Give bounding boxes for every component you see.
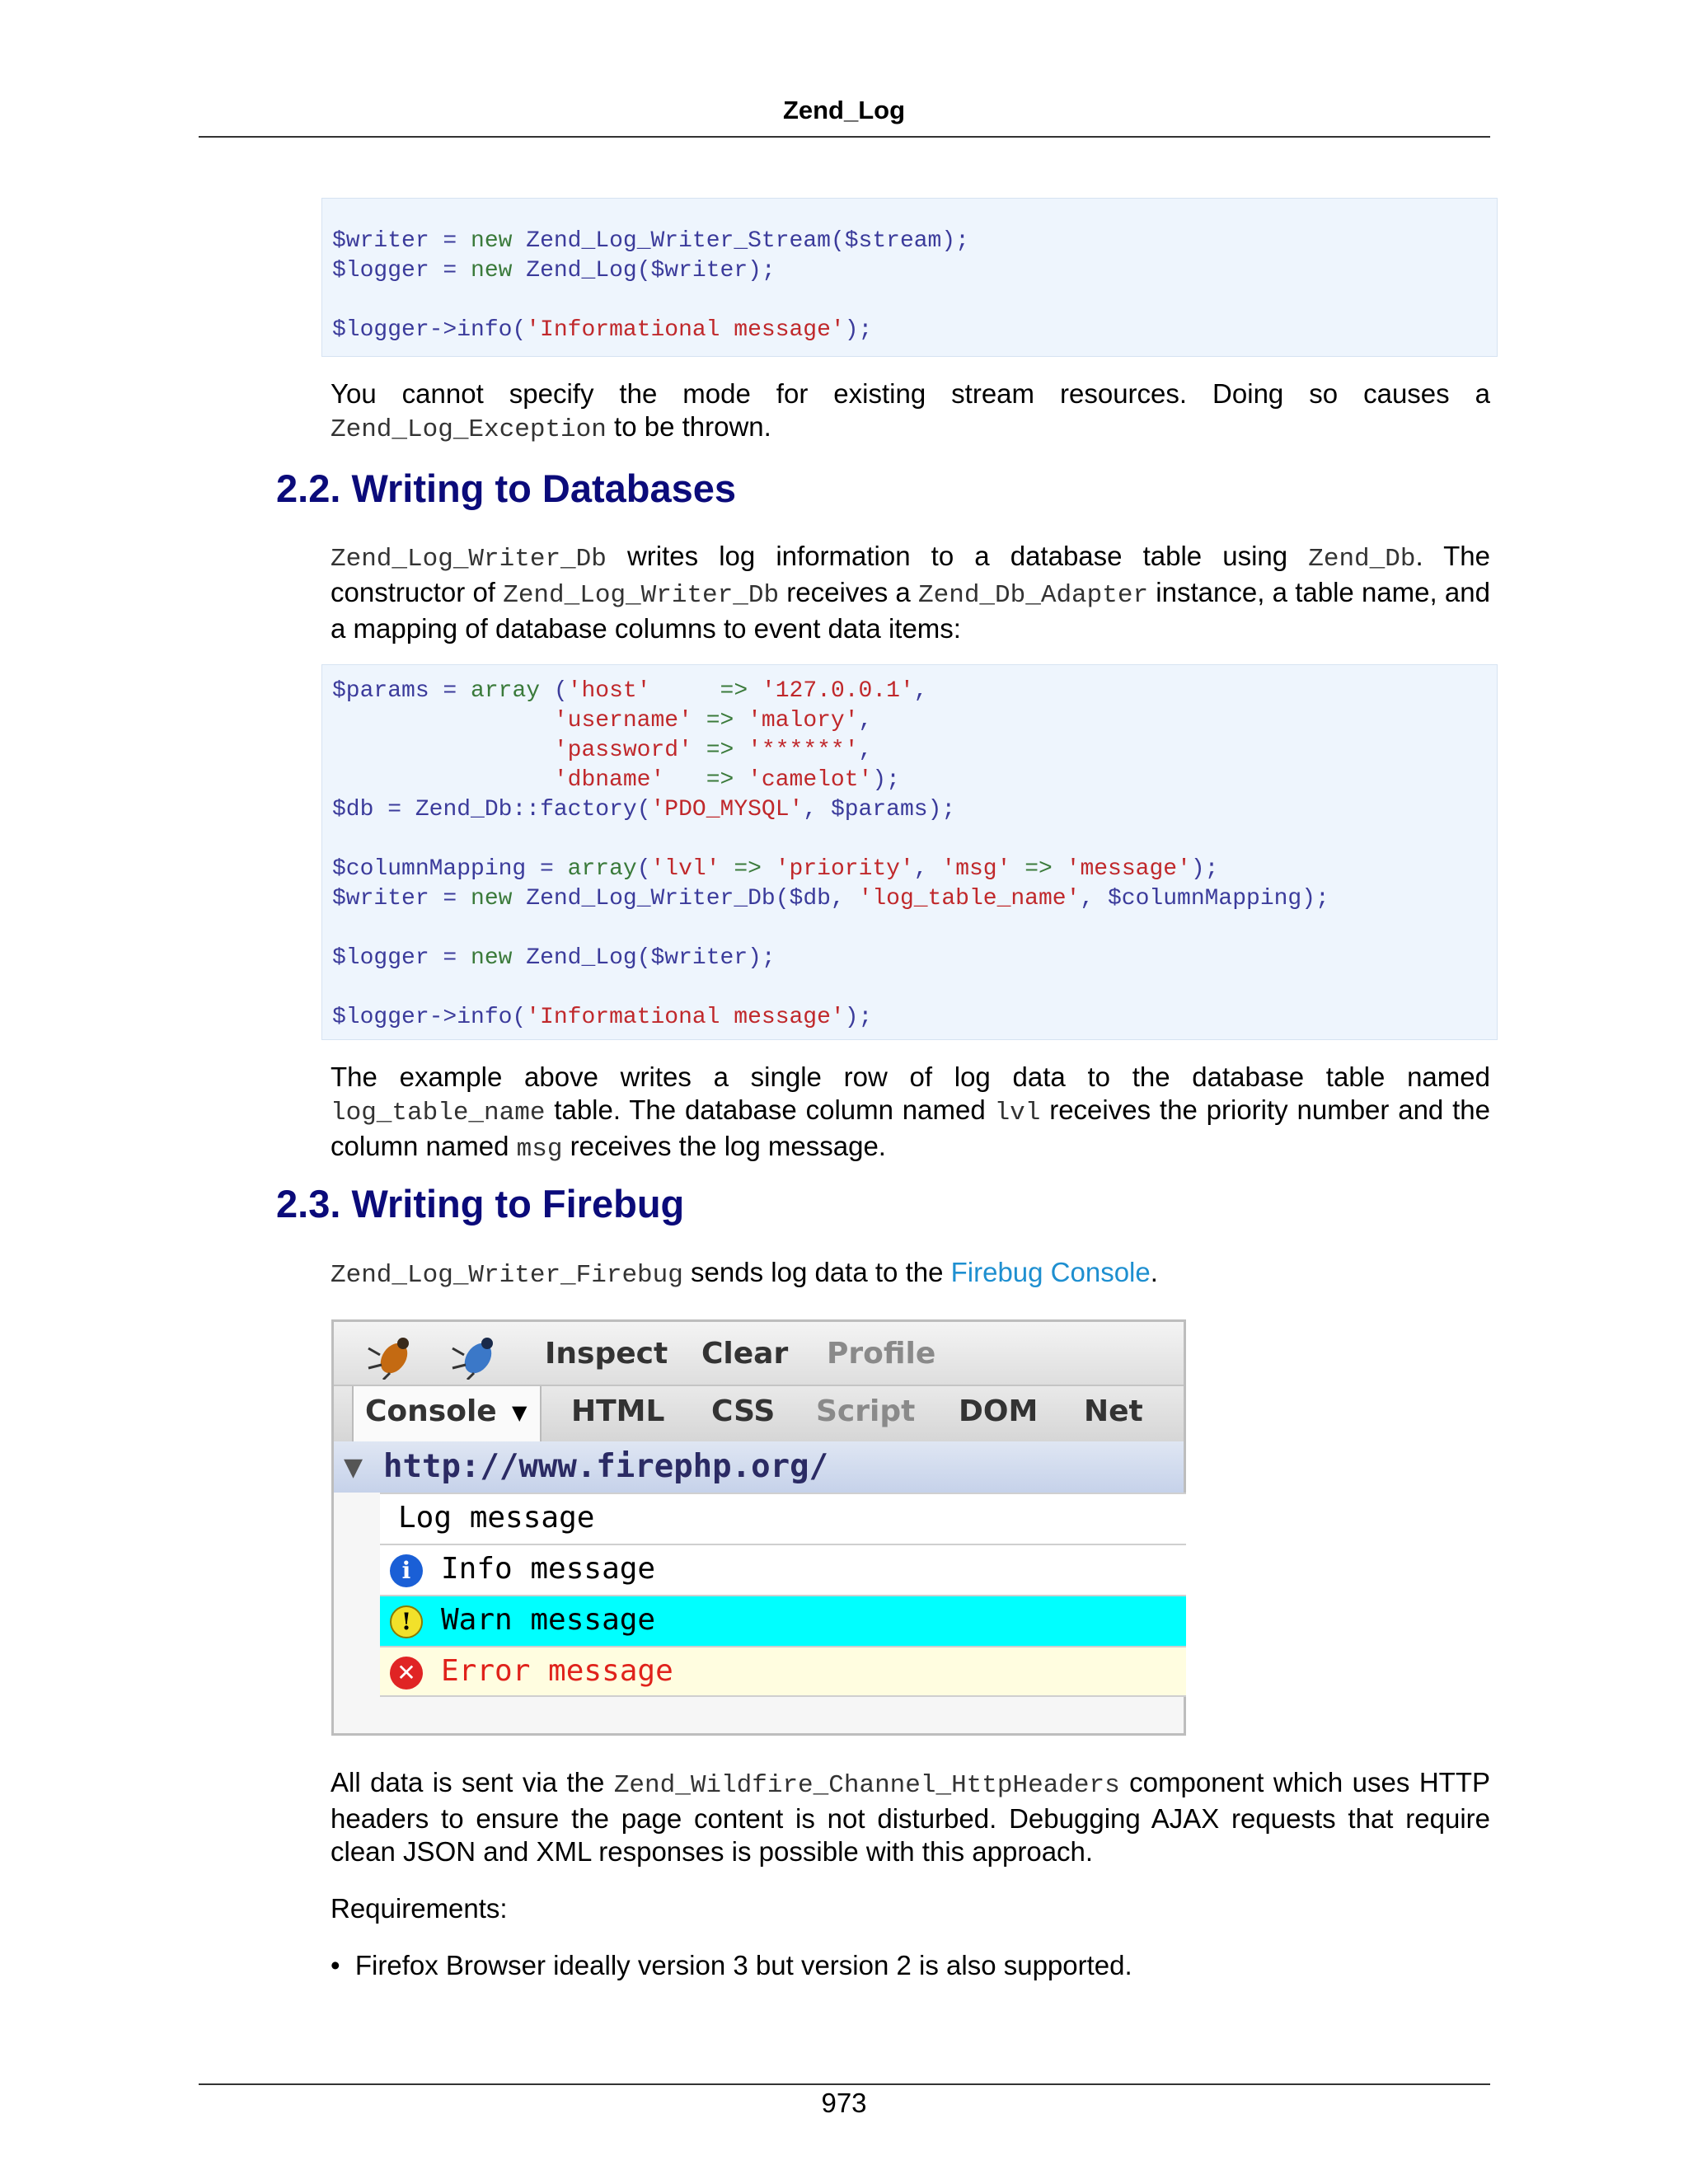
code-token	[734, 767, 748, 793]
code-token: =	[429, 945, 471, 971]
text: table. The database column named	[545, 1094, 995, 1125]
code-token: =	[429, 258, 471, 284]
code-token: =>	[706, 738, 734, 763]
code-token: $writer	[332, 228, 429, 254]
header-rule	[199, 136, 1490, 138]
error-icon: ✕	[390, 1657, 423, 1690]
firebug-bug-icon	[365, 1330, 423, 1380]
group-url: http://www.firephp.org/	[383, 1448, 829, 1485]
code-token: , $columnMapping);	[1080, 886, 1329, 912]
section-heading-firebug: 2.3. Writing to Firebug	[276, 1182, 685, 1226]
firebug-tabs	[334, 1385, 1184, 1443]
code-line	[332, 736, 1487, 766]
warn-message: Warn message	[441, 1603, 656, 1637]
code-token	[332, 738, 554, 763]
paragraph-db-example	[331, 1061, 1490, 1166]
text: receives the log message.	[562, 1131, 886, 1161]
error-row	[380, 1646, 1186, 1697]
profile-button[interactable]: Profile	[827, 1337, 936, 1371]
code-token	[664, 767, 706, 793]
code-line	[332, 944, 1487, 973]
code-token: 'malory'	[748, 708, 859, 733]
header-title: Zend_Log	[782, 96, 906, 124]
tab-net[interactable]: Net	[1084, 1394, 1143, 1428]
firebug-console-screenshot	[331, 1319, 1186, 1736]
code-token	[332, 708, 554, 733]
code-token: =	[429, 678, 471, 704]
code-inline: Zend_Log_Writer_Firebug	[331, 1261, 683, 1290]
code-token: ,	[858, 738, 873, 763]
code-token: new	[471, 258, 513, 284]
code-token: 'password'	[553, 738, 692, 763]
url-group-row[interactable]	[334, 1441, 1184, 1493]
code-token: ,	[913, 678, 928, 704]
dropdown-triangle-icon: ▼	[512, 1401, 528, 1424]
code-token: =>	[1025, 856, 1053, 882]
code-token	[762, 856, 776, 882]
code-line	[332, 884, 1487, 914]
code-line	[332, 227, 1487, 256]
code-line	[332, 825, 1487, 855]
code-token: =>	[720, 678, 748, 704]
code-block-stream	[321, 198, 1498, 357]
log-message: Log message	[398, 1501, 595, 1535]
info-row	[380, 1544, 1186, 1595]
code-token: =	[526, 856, 568, 882]
paragraph-firebug	[331, 1256, 1490, 1292]
paragraph-stream-mode	[331, 377, 1490, 447]
text: All data is sent via the	[331, 1767, 614, 1797]
clear-button[interactable]: Clear	[701, 1337, 789, 1371]
code-token	[1053, 856, 1067, 882]
page-number: 973	[821, 2088, 867, 2118]
paragraph-wildfire	[331, 1766, 1490, 1868]
bullet-mark: •	[331, 1950, 355, 1980]
code-token: );	[1190, 856, 1219, 882]
text: component which uses HTTP headers to ensure the page content is not disturbed. Debugging AJAX requests that require clean JSON and XML responses is possible with this approach.	[331, 1767, 1490, 1867]
text: sends log data to the	[682, 1257, 951, 1287]
code-inline: Zend_Log_Writer_Db	[331, 545, 607, 574]
code-token: =>	[706, 708, 734, 733]
code-token: );	[872, 767, 900, 793]
error-message: Error message	[441, 1654, 673, 1688]
code-line	[332, 766, 1487, 795]
code-token: Zend_Db::factory(	[415, 797, 651, 823]
code-inline: msg	[516, 1135, 563, 1164]
code-token	[692, 738, 706, 763]
code-line	[332, 677, 1487, 706]
code-token: (	[540, 678, 568, 704]
code-token: 'dbname'	[553, 767, 665, 793]
code-token: $logger->info(	[332, 317, 527, 343]
warn-row	[380, 1595, 1186, 1646]
text: receives a	[779, 577, 919, 607]
code-token: 'camelot'	[748, 767, 873, 793]
code-line	[332, 706, 1487, 736]
paragraph-requirements: Requirements:	[331, 1893, 508, 1924]
code-token: ,	[858, 708, 873, 733]
text: The example above writes a single row of log data to the database table named	[331, 1062, 1490, 1092]
code-token	[692, 708, 706, 733]
code-inline: log_table_name	[331, 1099, 546, 1127]
code-token: $writer	[332, 886, 429, 912]
code-token: 'lvl'	[650, 856, 720, 882]
inspect-button[interactable]: Inspect	[545, 1337, 668, 1371]
info-message: Info message	[441, 1552, 656, 1586]
tab-html[interactable]: HTML	[571, 1394, 665, 1428]
tab-script[interactable]: Script	[816, 1394, 916, 1428]
text: . The constructor of	[331, 541, 1490, 607]
code-token: $logger->info(	[332, 1005, 527, 1030]
code-token: 'msg'	[941, 856, 1011, 882]
code-token: new	[471, 228, 513, 254]
code-token: $columnMapping	[332, 856, 527, 882]
firebug-toolbar	[334, 1322, 1184, 1385]
code-token: Zend_Log_Writer_Stream($stream);	[512, 228, 969, 254]
inspect-bug-icon[interactable]	[449, 1330, 507, 1380]
tab-css[interactable]: CSS	[711, 1394, 776, 1428]
code-line	[332, 286, 1487, 316]
code-token: $db	[332, 797, 374, 823]
code-token	[734, 738, 748, 763]
text: receives the priority number and the column named	[331, 1094, 1491, 1161]
warning-icon: !	[390, 1605, 423, 1638]
code-inline: Zend_Db	[1308, 545, 1416, 574]
code-token	[1010, 856, 1025, 882]
code-line	[332, 973, 1487, 1003]
code-token: '127.0.0.1'	[761, 678, 914, 704]
code-token: new	[471, 945, 513, 971]
para1-text: You cannot specify the mode for existing stream resources. Doing so causes a	[331, 378, 1490, 409]
tab-dom[interactable]: DOM	[959, 1394, 1039, 1428]
code-token: '******'	[748, 738, 859, 763]
para1-text: to be thrown.	[606, 411, 771, 442]
bullet-list	[331, 1950, 1132, 1981]
code-token: 'username'	[553, 708, 692, 733]
code-token: 'host'	[567, 678, 651, 704]
code-token	[720, 856, 734, 882]
code-inline: Zend_Wildfire_Channel_HttpHeaders	[613, 1771, 1120, 1800]
code-token: =	[429, 886, 471, 912]
code-token	[332, 767, 554, 793]
code-token: =	[373, 797, 415, 823]
code-token: Zend_Log($writer);	[512, 258, 776, 284]
code-token: );	[844, 1005, 873, 1030]
collapse-triangle-icon[interactable]: ▼	[344, 1453, 363, 1482]
code-token	[748, 678, 762, 704]
code-token: 'log_table_name'	[858, 886, 1081, 912]
code-token	[734, 708, 748, 733]
code-inline: Zend_Db_Adapter	[918, 581, 1149, 610]
code-token: 'Informational message'	[526, 317, 845, 343]
code-inline: lvl	[994, 1099, 1041, 1127]
code-token: 'priority'	[775, 856, 914, 882]
code-token: , $params);	[803, 797, 956, 823]
footer-rule	[199, 2083, 1490, 2085]
code-token: 'PDO_MYSQL'	[650, 797, 804, 823]
text: writes log information to a database table using	[606, 541, 1309, 571]
code-token: Zend_Log($writer);	[512, 945, 776, 971]
code-token: new	[471, 886, 513, 912]
code-token: 'Informational message'	[526, 1005, 845, 1030]
text: .	[1150, 1257, 1158, 1287]
firebug-console-body	[334, 1441, 1184, 1733]
code-line	[332, 316, 1487, 345]
code-token: );	[844, 317, 873, 343]
paragraph-db-writer	[331, 540, 1490, 645]
code-token: $params	[332, 678, 429, 704]
code-token	[651, 678, 720, 704]
code-inline: Zend_Log_Exception	[331, 415, 607, 444]
code-token: $logger	[332, 945, 429, 971]
code-token: ,	[913, 856, 942, 882]
text: instance, a table name, and a mapping of database columns to event data items:	[331, 577, 1490, 644]
code-inline: Zend_Log_Writer_Db	[503, 581, 780, 610]
code-token: =>	[706, 767, 734, 793]
code-line	[332, 256, 1487, 286]
tab-console[interactable]	[352, 1386, 542, 1443]
code-line	[332, 795, 1487, 825]
code-line	[332, 855, 1487, 884]
log-row	[380, 1493, 1186, 1544]
code-token: array	[471, 678, 541, 704]
firebug-console-link[interactable]: Firebug Console	[950, 1257, 1151, 1287]
code-token: array	[567, 856, 637, 882]
code-token: =>	[734, 856, 762, 882]
info-icon: i	[390, 1554, 423, 1587]
code-token: (	[636, 856, 651, 882]
code-token: Zend_Log_Writer_Db($db,	[512, 886, 859, 912]
section-heading-databases: 2.2. Writing to Databases	[276, 466, 737, 510]
code-token: $logger	[332, 258, 429, 284]
code-line	[332, 1003, 1487, 1033]
code-line	[332, 914, 1487, 944]
code-block-db	[321, 664, 1498, 1040]
tab-console-label: Console	[365, 1394, 497, 1428]
code-token: 'message'	[1066, 856, 1191, 882]
bullet-item: Firefox Browser ideally version 3 but version 2 is also supported.	[354, 1950, 1132, 1980]
code-token: =	[429, 228, 471, 254]
